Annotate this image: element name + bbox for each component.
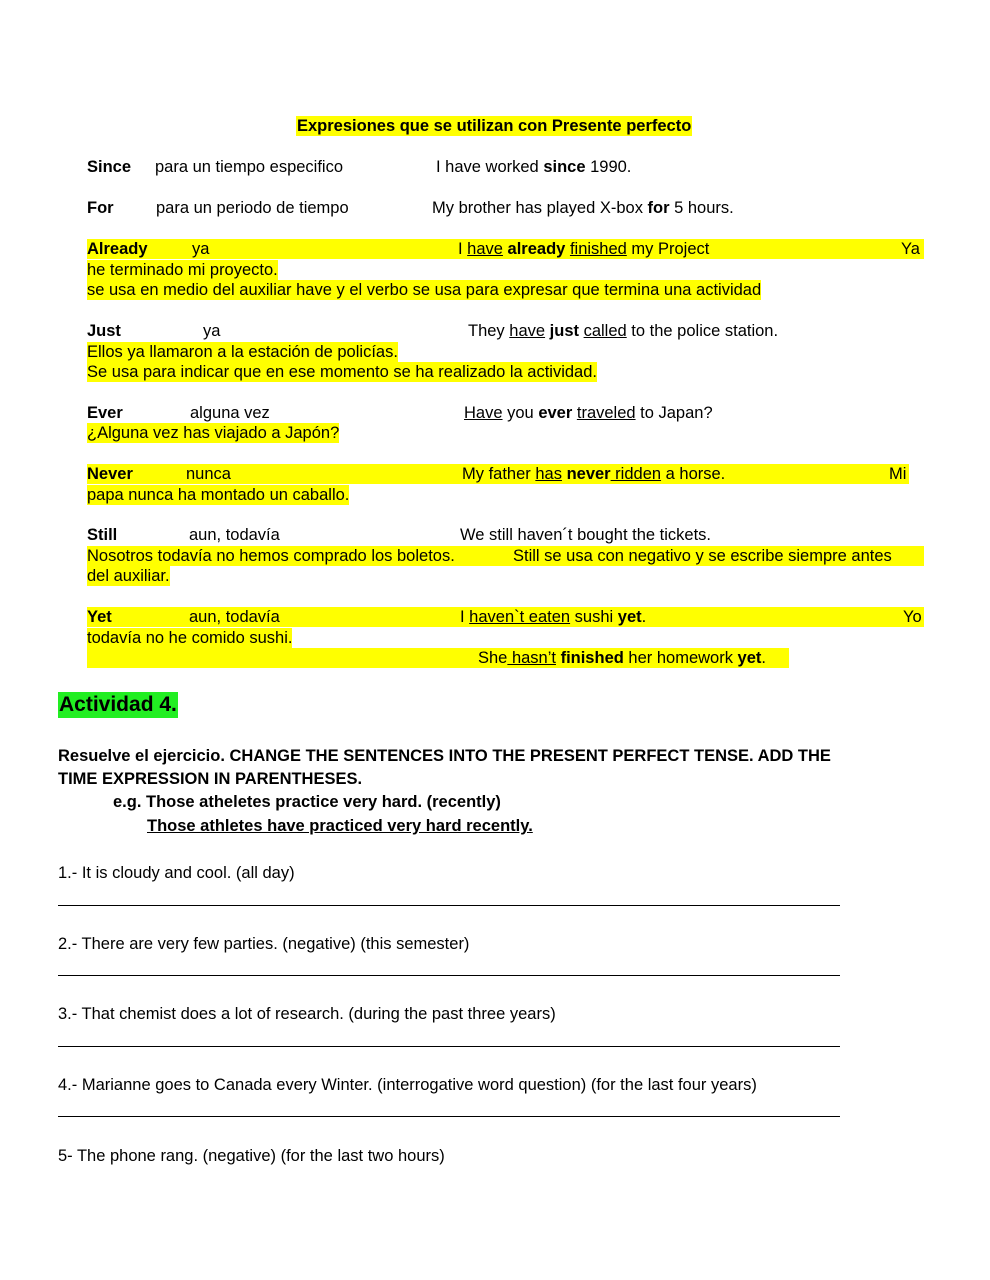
yet-translation: todavía no he comido sushi. bbox=[87, 629, 293, 647]
example-answer: Those athletes have practiced very hard recently. bbox=[147, 817, 533, 835]
already-meaning: ya bbox=[192, 240, 210, 258]
answer-line-2[interactable] bbox=[58, 975, 840, 976]
still-meaning: aun, todavía bbox=[189, 526, 280, 544]
still-example: We still haven´t bought the tickets. bbox=[460, 526, 711, 544]
never-translation: papa nunca ha montado un caballo. bbox=[87, 486, 350, 504]
already-note: se usa en medio del auxiliar have y el verbo se usa para expresar que termina una actividad bbox=[87, 281, 762, 299]
ever-meaning: alguna vez bbox=[190, 404, 270, 422]
yet-meaning: aun, todavía bbox=[189, 608, 280, 626]
already-translation: he terminado mi proyecto. bbox=[87, 261, 278, 279]
since-word: Since bbox=[87, 158, 132, 176]
still-note-end: del auxiliar. bbox=[87, 567, 170, 585]
just-translation: Ellos ya llamaron a la estación de policías. bbox=[87, 343, 398, 361]
still-note: Still se usa con negativo y se escribe siempre antes bbox=[513, 547, 892, 565]
activity-title: Actividad 4. bbox=[59, 693, 177, 716]
just-note: Se usa para indicar que en ese momento se ha realizado la actividad. bbox=[87, 363, 597, 381]
exercise-item-3: 3.- That chemist does a lot of research. (during the past three years) bbox=[58, 1005, 556, 1023]
for-example: My brother has played X-box for 5 hours. bbox=[432, 199, 734, 217]
activity-instructions-2: TIME EXPRESSION IN PARENTHESES. bbox=[58, 770, 363, 788]
answer-line-4[interactable] bbox=[58, 1116, 840, 1117]
page-title: Expresiones que se utilizan con Presente perfecto bbox=[297, 117, 692, 135]
exercise-item-5: 5- The phone rang. (negative) (for the last two hours) bbox=[58, 1147, 445, 1165]
already-word: Already bbox=[87, 240, 148, 258]
ever-word: Ever bbox=[87, 404, 123, 422]
exercise-item-2: 2.- There are very few parties. (negative) (this semester) bbox=[58, 935, 470, 953]
ever-example: Have you ever traveled to Japan? bbox=[464, 404, 713, 422]
activity-instructions: Resuelve el ejercicio. CHANGE THE SENTENCES INTO THE PRESENT PERFECT TENSE. ADD THE bbox=[58, 747, 831, 765]
example-sentence: e.g. Those atheletes practice very hard. (recently) bbox=[113, 793, 501, 811]
never-example: My father has never ridden a horse. bbox=[462, 465, 726, 483]
since-meaning: para un tiempo especifico bbox=[155, 158, 344, 176]
never-meaning: nunca bbox=[186, 465, 231, 483]
just-example: They have just called to the police station. bbox=[468, 322, 779, 340]
since-example: I have worked since 1990. bbox=[436, 158, 632, 176]
ever-translation: ¿Alguna vez has viajado a Japón? bbox=[87, 424, 340, 442]
yet-example-2: She hasn’t finished her homework yet. bbox=[478, 649, 766, 667]
still-word: Still bbox=[87, 526, 118, 544]
yet-word: Yet bbox=[87, 608, 112, 626]
already-example: I have already finished my Project bbox=[458, 240, 710, 258]
for-meaning: para un periodo de tiempo bbox=[156, 199, 349, 217]
exercise-item-1: 1.- It is cloudy and cool. (all day) bbox=[58, 864, 295, 882]
answer-line-1[interactable] bbox=[58, 905, 840, 906]
just-meaning: ya bbox=[203, 322, 221, 340]
exercise-item-4: 4.- Marianne goes to Canada every Winter. (interrogative word question) (for the last four years) bbox=[58, 1076, 757, 1094]
already-translation-start: Ya bbox=[901, 240, 920, 258]
yet-example: I haven`t eaten sushi yet. bbox=[460, 608, 647, 626]
answer-line-3[interactable] bbox=[58, 1046, 840, 1047]
for-word: For bbox=[87, 199, 114, 217]
never-translation-start: Mi bbox=[889, 465, 907, 483]
yet-translation-start: Yo bbox=[903, 608, 922, 626]
never-word: Never bbox=[87, 465, 133, 483]
just-word: Just bbox=[87, 322, 121, 340]
still-translation: Nosotros todavía no hemos comprado los boletos. bbox=[87, 547, 455, 565]
